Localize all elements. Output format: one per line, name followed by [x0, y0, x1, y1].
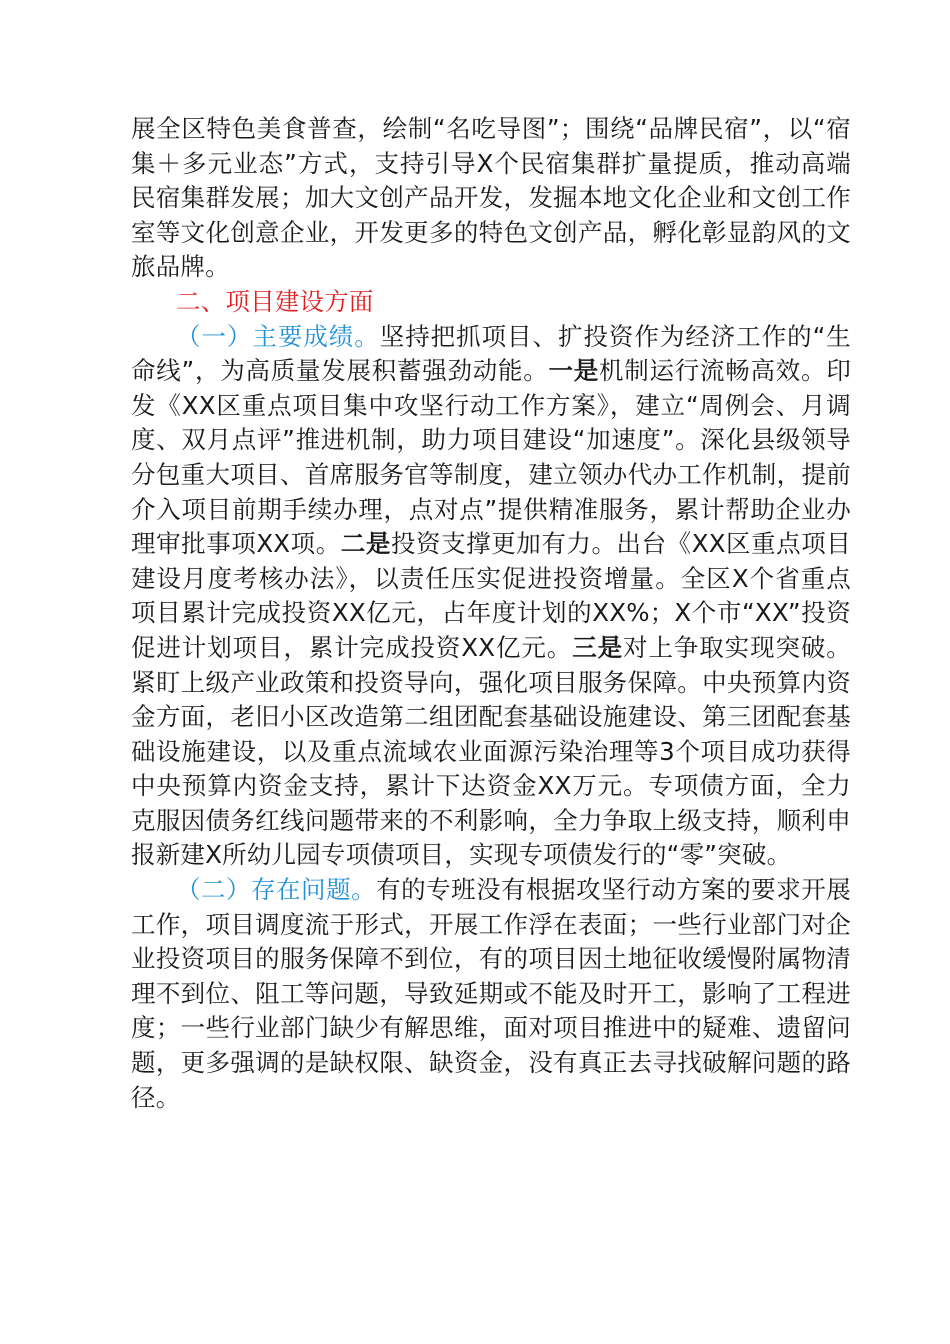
- paragraph-existing-problems: [131, 873, 851, 1115]
- paragraph-main-achievements: [131, 320, 851, 874]
- section-heading-project-construction: 二、项目建设方面: [176, 286, 374, 316]
- problems-text: 有的专班没有根据攻坚行动方案的要求开展工作，项目调度流于形式，开展工作浮在表面；一些行业部门对企业投资项目的服务保障不到位，有的项目因土地征收缓慢附属物清理不到位、阻工等问题，导致延期或不能及时开工，影响了工程进度；一些行业部门缺少有解思维，面对项目推进中的疑难、遗留问题，更多强调的是缺权限、缺资金，没有真正去寻找破解问题的路径。: [131, 875, 851, 1112]
- keyword-second: 二是: [340, 529, 391, 559]
- keyword-third: 三是: [572, 632, 624, 662]
- keyword-first: 一是: [548, 356, 600, 386]
- document-page: [131, 112, 851, 1115]
- achievement-third-text: 对上争取实现突破。紧盯上级产业政策和投资导向，强化项目服务保障。中央预算内资金方面，老旧小区改造第二组团配套基础设施建设、第三团配套基础设施建设，以及重点流域农业面源污染治理等3个项目成功获得中央预算内资金支持，累计下达资金XX万元。专项债方面，全力克服因债务红线问题带来的不利影响，全力争取上级支持，顺利申报新建X所幼儿园专项债项目，实现专项债发行的“零”突破。: [131, 632, 851, 870]
- achievements-intro: 坚持把抓项目、扩投资作为经济工作的“生命线”，为高质量发展积蓄强劲动能。: [131, 321, 851, 386]
- paragraph-tourism: 展全区特色美食普查，绘制“名吃导图”；围绕“品牌民宿”，以“宿集＋多元业态”方式，支持引导X个民宿集群扩量提质，推动高端民宿集群发展；加大文创产品开发，发掘本地文化企业和文创工作室等文化创意企业，开发更多的特色文创产品，孵化彰显韵风的文旅品牌。: [131, 114, 851, 282]
- subheading-main-achievements: （一）主要成绩。: [176, 321, 380, 351]
- achievement-first-text: 机制运行流畅高效。印发《XX区重点项目集中攻坚行动工作方案》，建立“周例会、月调度、双月点评”推进机制，助力项目建设“加速度”。深化县级领导分包重大项目、首席服务官等制度，建立领办代办工作机制，提前介入项目前期手续办理，点对点”提供精准服务，累计帮助企业办理审批事项XX项。: [131, 356, 852, 559]
- subheading-existing-problems: （二）存在问题。: [176, 875, 377, 905]
- achievement-second-text: 投资支撑更加有力。出台《XX区重点项目建设月度考核办法》，以责任压实促进投资增量。全区X个省重点项目累计完成投资XX亿元，占年度计划的XX%；X个市“XX”投资促进计划项目，累计完成投资XX亿元。: [131, 529, 852, 662]
